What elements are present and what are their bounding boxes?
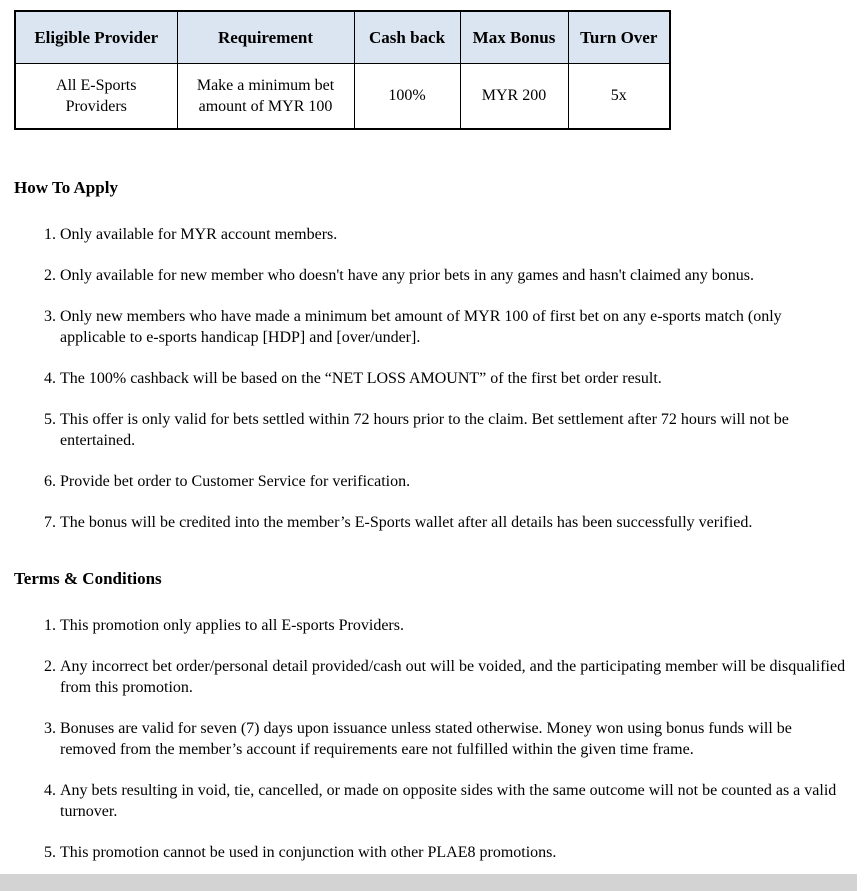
header-eligible-provider: Eligible Provider: [15, 11, 177, 63]
list-item: 5. This offer is only valid for bets settled within 72 hours prior to the claim. Bet settlement after 72 hours will not be entertained.: [60, 409, 850, 451]
cell-eligible-provider: All E-Sports Providers: [15, 63, 177, 129]
how-to-apply-heading: How To Apply: [14, 178, 118, 197]
list-item: 6. Provide bet order to Customer Service for verification.: [60, 471, 850, 492]
list-item: 1. Only available for MYR account members.: [60, 224, 850, 245]
cell-turn-over: 5x: [568, 63, 670, 129]
list-item: 2. Only available for new member who doesn't have any prior bets in any games and hasn't claimed any bonus.: [60, 265, 850, 286]
terms-conditions-list: [14, 615, 850, 863]
header-cash-back: Cash back: [354, 11, 460, 63]
header-requirement: Requirement: [177, 11, 354, 63]
horizontal-scrollbar[interactable]: [0, 874, 857, 891]
header-max-bonus: Max Bonus: [460, 11, 568, 63]
header-turn-over: Turn Over: [568, 11, 670, 63]
list-item: 1. This promotion only applies to all E-sports Providers.: [60, 615, 850, 636]
list-item: 3. Bonuses are valid for seven (7) days upon issuance unless stated otherwise. Money won using bonus funds will be removed from the member’s account if requirements eare not fulfilled within the given time frame.: [60, 718, 850, 760]
list-item: 3. Only new members who have made a minimum bet amount of MYR 100 of first bet on any e-sports match (only applicable to e-sports handicap [HDP] and [over/under].: [60, 306, 850, 348]
list-item: 4. Any bets resulting in void, tie, cancelled, or made on opposite sides with the same outcome will not be counted as a valid turnover.: [60, 780, 850, 822]
list-item: 4. The 100% cashback will be based on the “NET LOSS AMOUNT” of the first bet order result.: [60, 368, 850, 389]
list-item: 2. Any incorrect bet order/personal detail provided/cash out will be voided, and the participating member will be disqualified from this promotion.: [60, 656, 850, 698]
table-header-row: [15, 11, 670, 63]
cell-cash-back: 100%: [354, 63, 460, 129]
terms-conditions-heading: Terms & Conditions: [14, 569, 162, 588]
list-item: 5. This promotion cannot be used in conjunction with other PLAE8 promotions.: [60, 842, 850, 863]
how-to-apply-list: [14, 224, 850, 533]
cell-max-bonus: MYR 200: [460, 63, 568, 129]
cell-requirement: Make a minimum bet amount of MYR 100: [177, 63, 354, 129]
promo-table: [14, 10, 671, 130]
table-row: [15, 63, 670, 129]
list-item: 7. The bonus will be credited into the member’s E-Sports wallet after all details has been successfully verified.: [60, 512, 850, 533]
